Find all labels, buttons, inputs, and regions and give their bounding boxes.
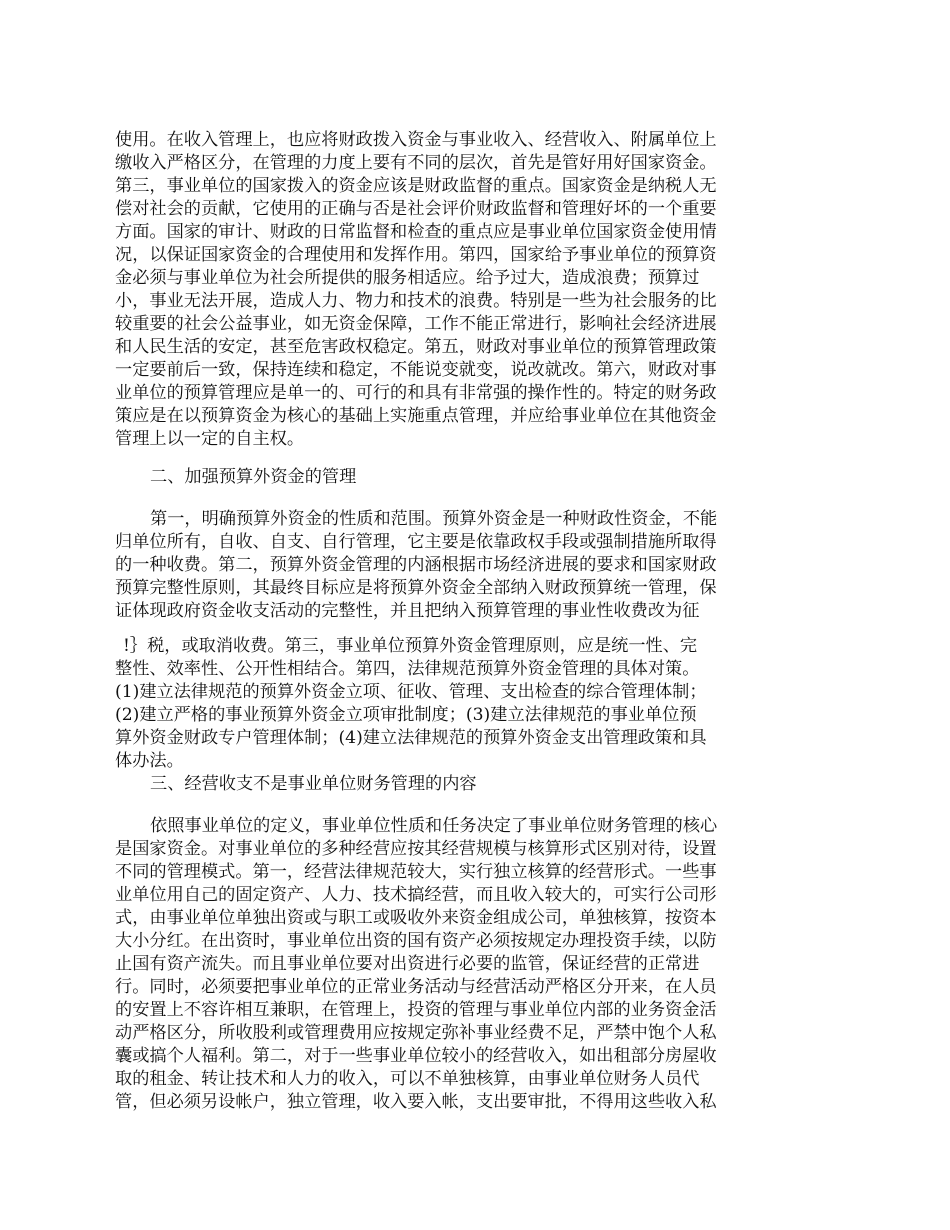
body-line: 小，事业无法开展，造成人力、物力和技术的浪费。特别是一些为社会服务的比 <box>115 291 717 311</box>
body-line: 大小分红。在出资时，事业单位出资的国有资产必须按规定办理投资手续，以防 <box>115 931 717 951</box>
body-line: (2)建立严格的事业预算外资金立项审批制度；(3)建立法律规范的事业单位预 <box>115 705 697 725</box>
body-line: 式，由事业单位单独出资或与职工或吸收外来资金组成公司，单独核算，按资本 <box>115 908 717 928</box>
body-line: 管，但必须另设帐户，独立管理，收入要入帐，支出要审批，不得用这些收入私 <box>115 1092 717 1112</box>
body-line: 取的租金、转让技术和人力的收入，可以不单独核算，由事业单位财务人员代 <box>115 1069 700 1089</box>
body-line: 的安置上不容许相互兼职，在管理上，投资的管理与事业单位内部的业务资金活 <box>115 1000 717 1020</box>
body-line: 证体现政府资金收支活动的完整性，并且把纳入预算管理的事业性收费改为征 <box>115 601 700 621</box>
body-line: 方面。国家的审计、财政的日常监督和检查的重点应是事业单位国家资金使用情 <box>115 222 717 242</box>
body-line: 第三，事业单位的国家拨入的资金应该是财政监督的重点。国家资金是纳税人无 <box>115 176 717 196</box>
body-line: 囊或搞个人福利。第二，对于一些事业单位较小的经营收入，如出租部分房屋收 <box>115 1046 717 1066</box>
body-line: 业单位的预算管理应是单一的、可行的和具有非常强的操作性的。特定的财务政 <box>115 383 717 403</box>
body-line: 体办法。 <box>115 751 184 771</box>
body-line: 动严格区分，所收股利或管理费用应按规定弥补事业经费不足，严禁中饱个人私 <box>115 1023 717 1043</box>
section-heading: 二、加强预算外资金的管理 <box>150 467 357 487</box>
body-line: 算外资金财政专户管理体制；(4)建立法律规范的预算外资金支出管理政策和具 <box>115 728 707 748</box>
body-line: 不同的管理模式。第一，经营法律规范较大，实行独立核算的经营形式。一些事 <box>115 862 717 882</box>
body-line: 第一，明确预算外资金的性质和范围。预算外资金是一种财政性资金，不能 <box>150 509 718 529</box>
body-line: 况，以保证国家资金的合理使用和发挥作用。第四，国家给予事业单位的预算资 <box>115 245 717 265</box>
body-line: 预算完整性原则，其最终目标应是将预算外资金全部纳入财政预算统一管理，保 <box>115 578 717 598</box>
body-line: 管理上以一定的自主权。 <box>115 429 305 449</box>
body-line: 的一种收费。第二，预算外资金管理的内涵根据市场经济进展的要求和国家财政 <box>115 555 717 575</box>
body-line: 一定要前后一致，保持连续和稳定，不能说变就变，说改就改。第六，财政对事 <box>115 360 717 380</box>
body-line: 缴收入严格区分，在管理的力度上要有不同的层次，首先是管好用好国家资金。 <box>115 153 717 173</box>
body-line: 止国有资产流失。而且事业单位要对出资进行必要的监管，保证经营的正常进 <box>115 954 700 974</box>
body-line: 较重要的社会公益事业，如无资金保障，工作不能正常进行，影响社会经济进展 <box>115 314 717 334</box>
body-line: !｝税，或取消收费。第三，事业单位预算外资金管理原则，应是统一性、完 <box>123 636 698 656</box>
body-line: 整性、效率性、公开性相结合。第四，法律规范预算外资金管理的具体对策。 <box>115 659 700 679</box>
body-line: 依照事业单位的定义，事业单位性质和任务决定了事业单位财务管理的核心 <box>150 816 718 836</box>
body-line: 归单位所有，自收、自支、自行管理，它主要是依靠政权手段或强制措施所取得 <box>115 532 717 552</box>
body-line: 金必须与事业单位为社会所提供的服务相适应。给予过大，造成浪费；预算过 <box>115 268 700 288</box>
body-line: 是国家资金。对事业单位的多种经营应按其经营规模与核算形式区别对待，设置 <box>115 839 717 859</box>
body-line: (1)建立法律规范的预算外资金立项、征收、管理、支出检查的综合管理体制； <box>115 682 707 702</box>
body-line: 策应是在以预算资金为核心的基础上实施重点管理，并应给事业单位在其他资金 <box>115 406 717 426</box>
body-line: 业单位用自己的固定资产、人力、技术搞经营，而且收入较大的，可实行公司形 <box>115 885 717 905</box>
section-heading: 三、经营收支不是事业单位财务管理的内容 <box>150 774 477 794</box>
body-line: 使用。在收入管理上，也应将财政拨入资金与事业收入、经营收入、附属单位上 <box>115 130 717 150</box>
body-line <box>115 1113 875 1137</box>
body-line: 偿对社会的贡献，它使用的正确与否是社会评价财政监督和管理好坏的一个重要 <box>115 199 717 219</box>
body-line: 行。同时，必须要把事业单位的正常业务活动与经营活动严格区分开来，在人员 <box>115 977 717 997</box>
body-line: 和人民生活的安定，甚至危害政权稳定。第五，财政对事业单位的预算管理政策 <box>115 337 717 357</box>
